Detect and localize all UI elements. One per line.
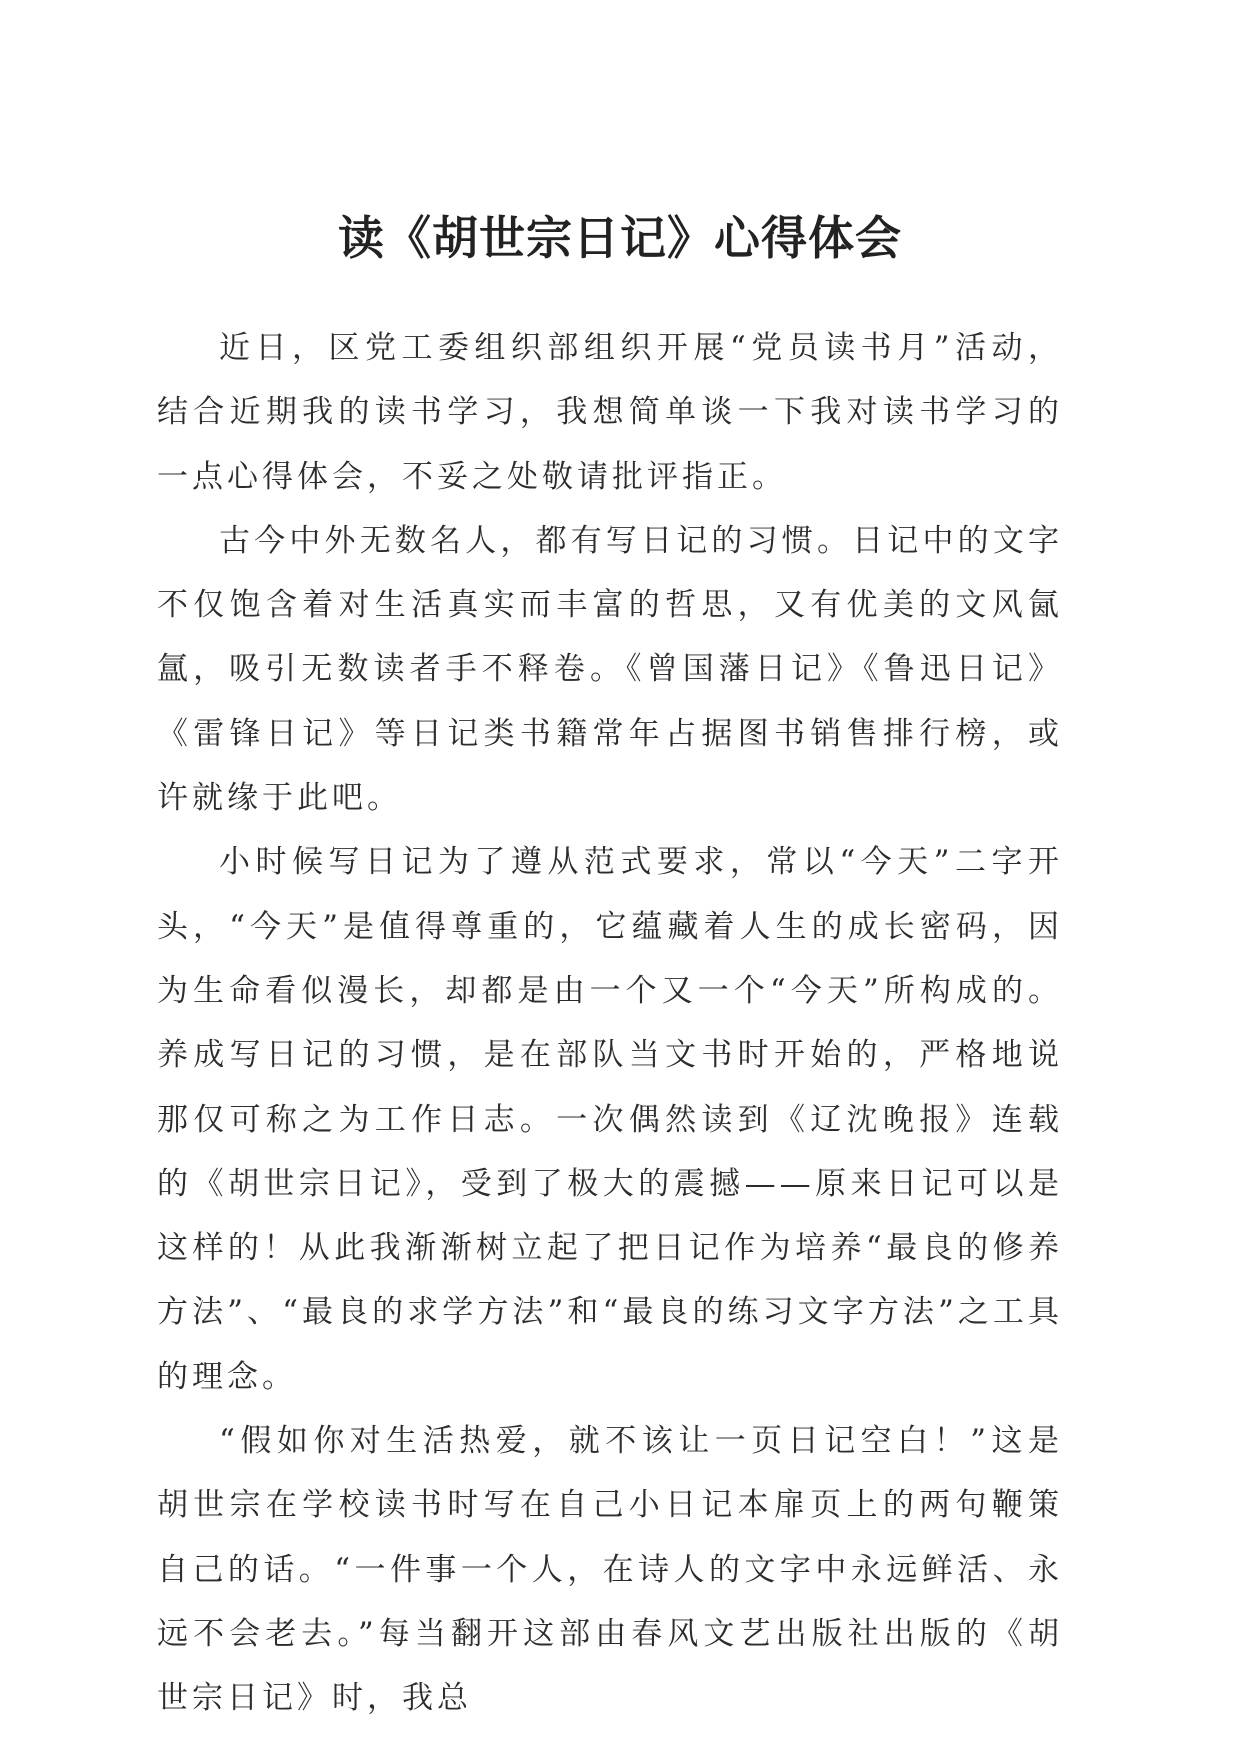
- paragraph: 古今中外无数名人，都有写日记的习惯。日记中的文字不仅饱含着对生活真实而丰富的哲思，又有优美的文风氤氲，吸引无数读者手不释卷。《曾国藩日记》《鲁迅日记》《雷锋日记》等日记类书籍常年占据图书销售排行榜，或许就缘于此吧。: [157, 522, 1063, 817]
- document-title: 读《胡世宗日记》心得体会: [338, 211, 902, 265]
- document-body: [157, 316, 1063, 1731]
- paragraph: “假如你对生活热爱，就不该让一页日记空白！”这是胡世宗在学校读书时写在自己小日记本扉页上的两句鞭策自己的话。“一件事一个人，在诗人的文字中永远鲜活、永远不会老去。”每当翻开这部由春风文艺出版社出版的《胡世宗日记》时，我总: [157, 1423, 1063, 1717]
- paragraph: 近日，区党工委组织部组织开展“党员读书月”活动，结合近期我的读书学习，我想简单谈一下我对读书学习的一点心得体会，不妥之处敬请批评指正。: [157, 330, 1063, 495]
- paragraph: 小时候写日记为了遵从范式要求，常以“今天”二字开头，“今天”是值得尊重的，它蕴藏着人生的成长密码，因为生命看似漫长，却都是由一个又一个“今天”所构成的。养成写日记的习惯，是在部队当文书时开始的，严格地说那仅可称之为工作日志。一次偶然读到《辽沈晚报》连载的《胡世宗日记》，受到了极大的震撼——原来日记可以是这样的！从此我渐渐树立起了把日记作为培养“最良的修养方法”、“最良的求学方法”和“最良的练习文字方法”之工具的理念。: [157, 844, 1063, 1395]
